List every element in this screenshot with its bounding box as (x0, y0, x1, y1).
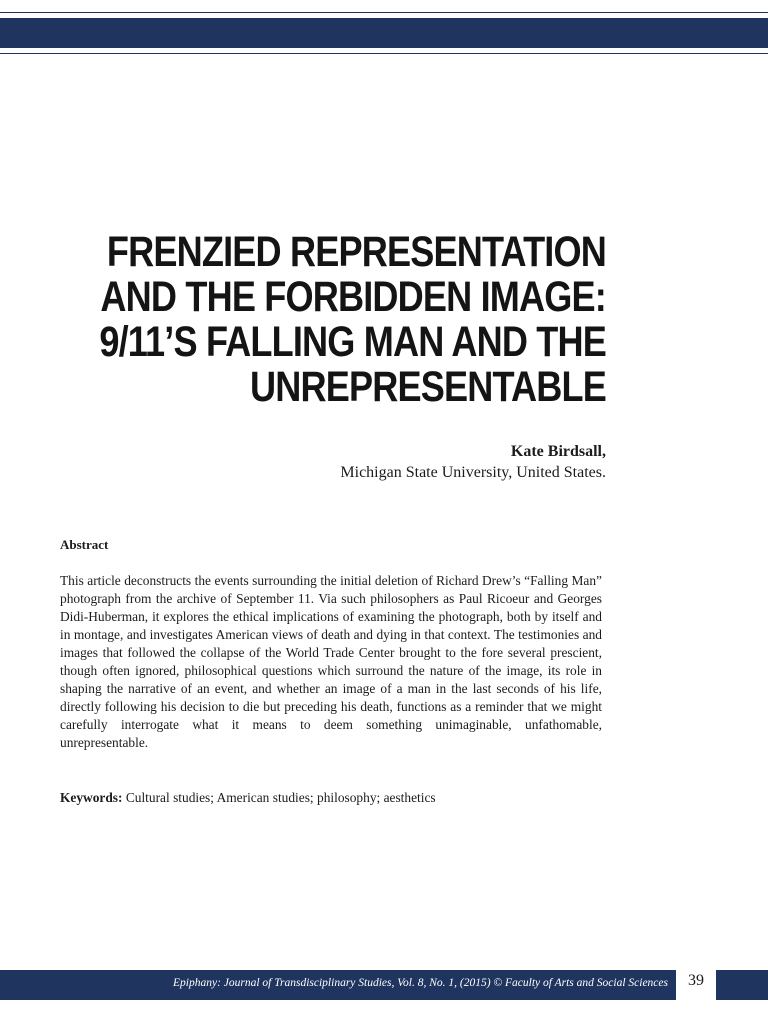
keywords-label: Keywords: (60, 790, 123, 805)
footer-band-right (716, 970, 768, 1000)
top-rule-upper (0, 12, 768, 13)
keywords (60, 789, 620, 807)
footer-citation: Epiphany: Journal of Transdisciplinary Studies, Vol. 8, No. 1, (2015) © Faculty of Arts and Social Sciences (173, 977, 668, 989)
keywords-text: Cultural studies; American studies; philosophy; aesthetics (122, 790, 436, 805)
title-line-3: 9/11’S FALLING MAN AND THE (99, 318, 607, 366)
article-title (40, 230, 606, 410)
title-line-4: UNREPRESENTABLE (249, 363, 607, 411)
abstract-heading: Abstract (60, 537, 109, 552)
title-line-2: AND THE FORBIDDEN IMAGE: (100, 273, 607, 321)
page-number: 39 (688, 972, 704, 989)
author-name: Kate Birdsall, (510, 443, 606, 460)
abstract-body: This article deconstructs the events surrounding the initial deletion of Richard Drew’s “Falling Man” photograph from the archive of September 11. Via such philosophers as Paul Ricoeur and Georges Didi-Huberman, it explores the ethical implications of examining the photograph, both by itself and in montage, and investigates American views of death and dying in that context. The testimonies and images that followed the collapse of the World Trade Center brought to the fore several prescient, though often ignored, philosophical questions which surround the nature of the image, its role in shaping the narrative of an event, and whether an image of a man in the last seconds of his life, directly following his decision to die but preceding his death, functions as a reminder that we might carefully interrogate what it means to deem something unimaginable, unfathomable, unrepresentable. (60, 573, 602, 750)
author-affiliation: Michigan State University, United States. (340, 464, 606, 481)
title-line-1: FRENZIED REPRESENTATION (106, 228, 606, 276)
top-rule-lower (0, 53, 768, 54)
header-band (0, 18, 768, 48)
